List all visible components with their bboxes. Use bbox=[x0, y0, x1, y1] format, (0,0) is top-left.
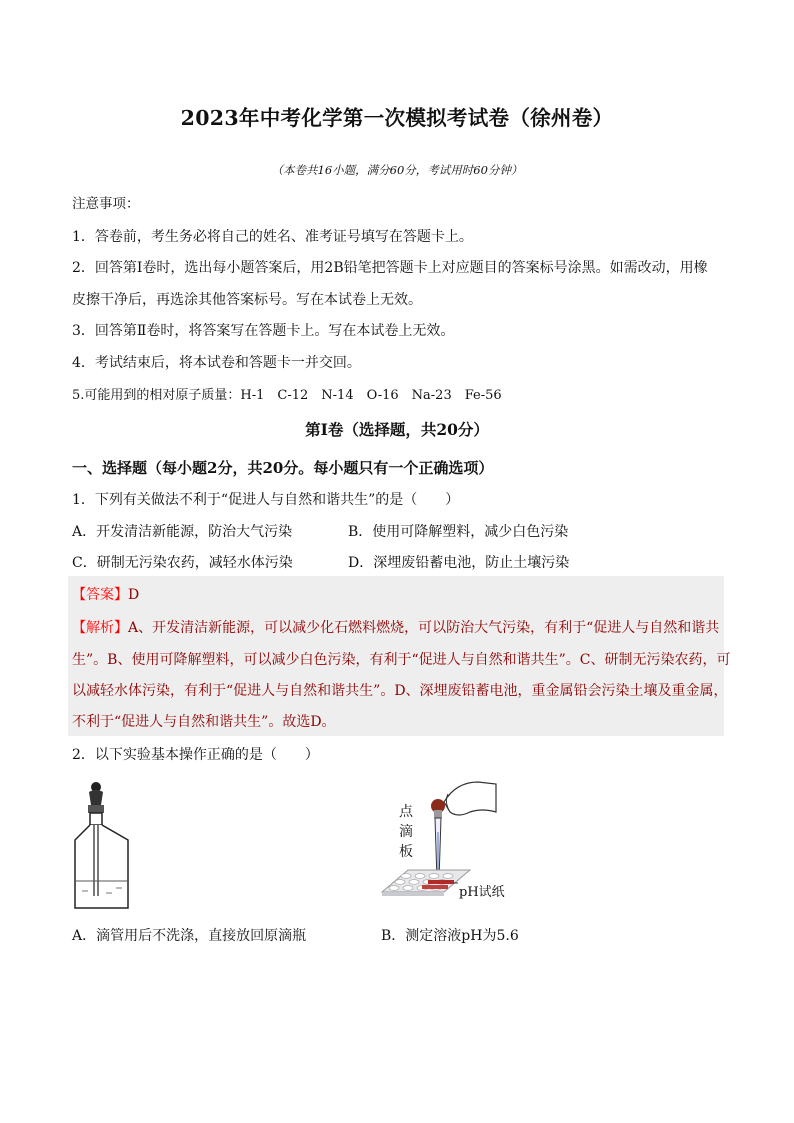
question-1-option-d: D．深埋废铅蓄电池，防止土壤污染 bbox=[348, 555, 570, 571]
analysis-text: 以减轻水体污染，有利于“促进人与自然和谐共生”。D、深埋废铅蓄电池，重金属铅会污染土壤及重金属， bbox=[72, 683, 728, 699]
question-1-option-c: C．研制无污染农药，减轻水体污染 bbox=[72, 555, 293, 571]
question-1-stem: 1．下列有关做法不利于“促进人与自然和谐共生”的是（ ） bbox=[72, 492, 460, 508]
exam-info: （本卷共16小题，满分60分，考试用时60分钟） bbox=[271, 163, 523, 177]
question-2-stem: 2．以下实验基本操作正确的是（ ） bbox=[72, 747, 319, 763]
notes-heading: 注意事项： bbox=[72, 196, 140, 212]
note-item: 皮擦干净后，再选涂其他答案标号。写在本试卷上无效。 bbox=[72, 292, 422, 308]
analysis-line bbox=[72, 617, 719, 637]
note-item: 5.可能用到的相对原子质量：H-1 C-12 N-14 O-16 Na-23 Fe-56 bbox=[72, 388, 502, 403]
question-1-option-b: B．使用可降解塑料，减少白色污染 bbox=[348, 524, 569, 540]
note-item: 3．回答第Ⅱ卷时，将答案写在答题卡上。写在本试卷上无效。 bbox=[72, 323, 455, 339]
label-char: 点 bbox=[399, 804, 413, 820]
note-item: 2．回答第Ⅰ卷时，选出每小题答案后，用2B铅笔把答题卡上对应题目的答案标号涂黑。如需改动，用橡 bbox=[72, 260, 708, 276]
analysis-tag: 【解析】 bbox=[72, 620, 128, 636]
answer-tag: 【答案】 bbox=[72, 587, 128, 603]
analysis-text: 生”。B、使用可降解塑料，可以减少白色污染，有利于“促进人与自然和谐共生”。C、研制无污染农药，可 bbox=[72, 652, 731, 668]
analysis-text: A、开发清洁新能源，可以减少化石燃料燃烧，可以防治大气污染，有利于“促进人与自然和谐共 bbox=[128, 620, 720, 636]
ph-paper-label: pH试纸 bbox=[459, 885, 505, 900]
answer-line bbox=[72, 584, 139, 604]
page-title: 2023年中考化学第一次模拟考试卷（徐州卷） bbox=[180, 106, 614, 130]
note-item: 1．答卷前，考生务必将自己的姓名、准考证号填写在答题卡上。 bbox=[72, 229, 473, 245]
question-1-option-a: A．开发清洁新能源，防治大气污染 bbox=[72, 524, 293, 540]
dropper-bottle-figure bbox=[68, 778, 138, 913]
note-item: 4．考试结束后，将本试卷和答题卡一并交回。 bbox=[72, 355, 361, 371]
analysis-text: 不利于“促进人与自然和谐共生”。故选D。 bbox=[72, 714, 336, 730]
question-2-option-b: B．测定溶液pH为5.6 bbox=[381, 928, 519, 944]
label-char: 板 bbox=[399, 844, 413, 860]
question-2-option-a: A．滴管用后不洗涤，直接放回原滴瓶 bbox=[72, 928, 307, 944]
label-char: 滴 bbox=[399, 824, 413, 840]
section-title: 第Ⅰ卷（选择题，共20分） bbox=[305, 420, 489, 439]
question-type-heading: 一、选择题（每小题2分，共20分。每小题只有一个正确选项） bbox=[72, 459, 494, 477]
answer-value: D bbox=[128, 587, 140, 603]
